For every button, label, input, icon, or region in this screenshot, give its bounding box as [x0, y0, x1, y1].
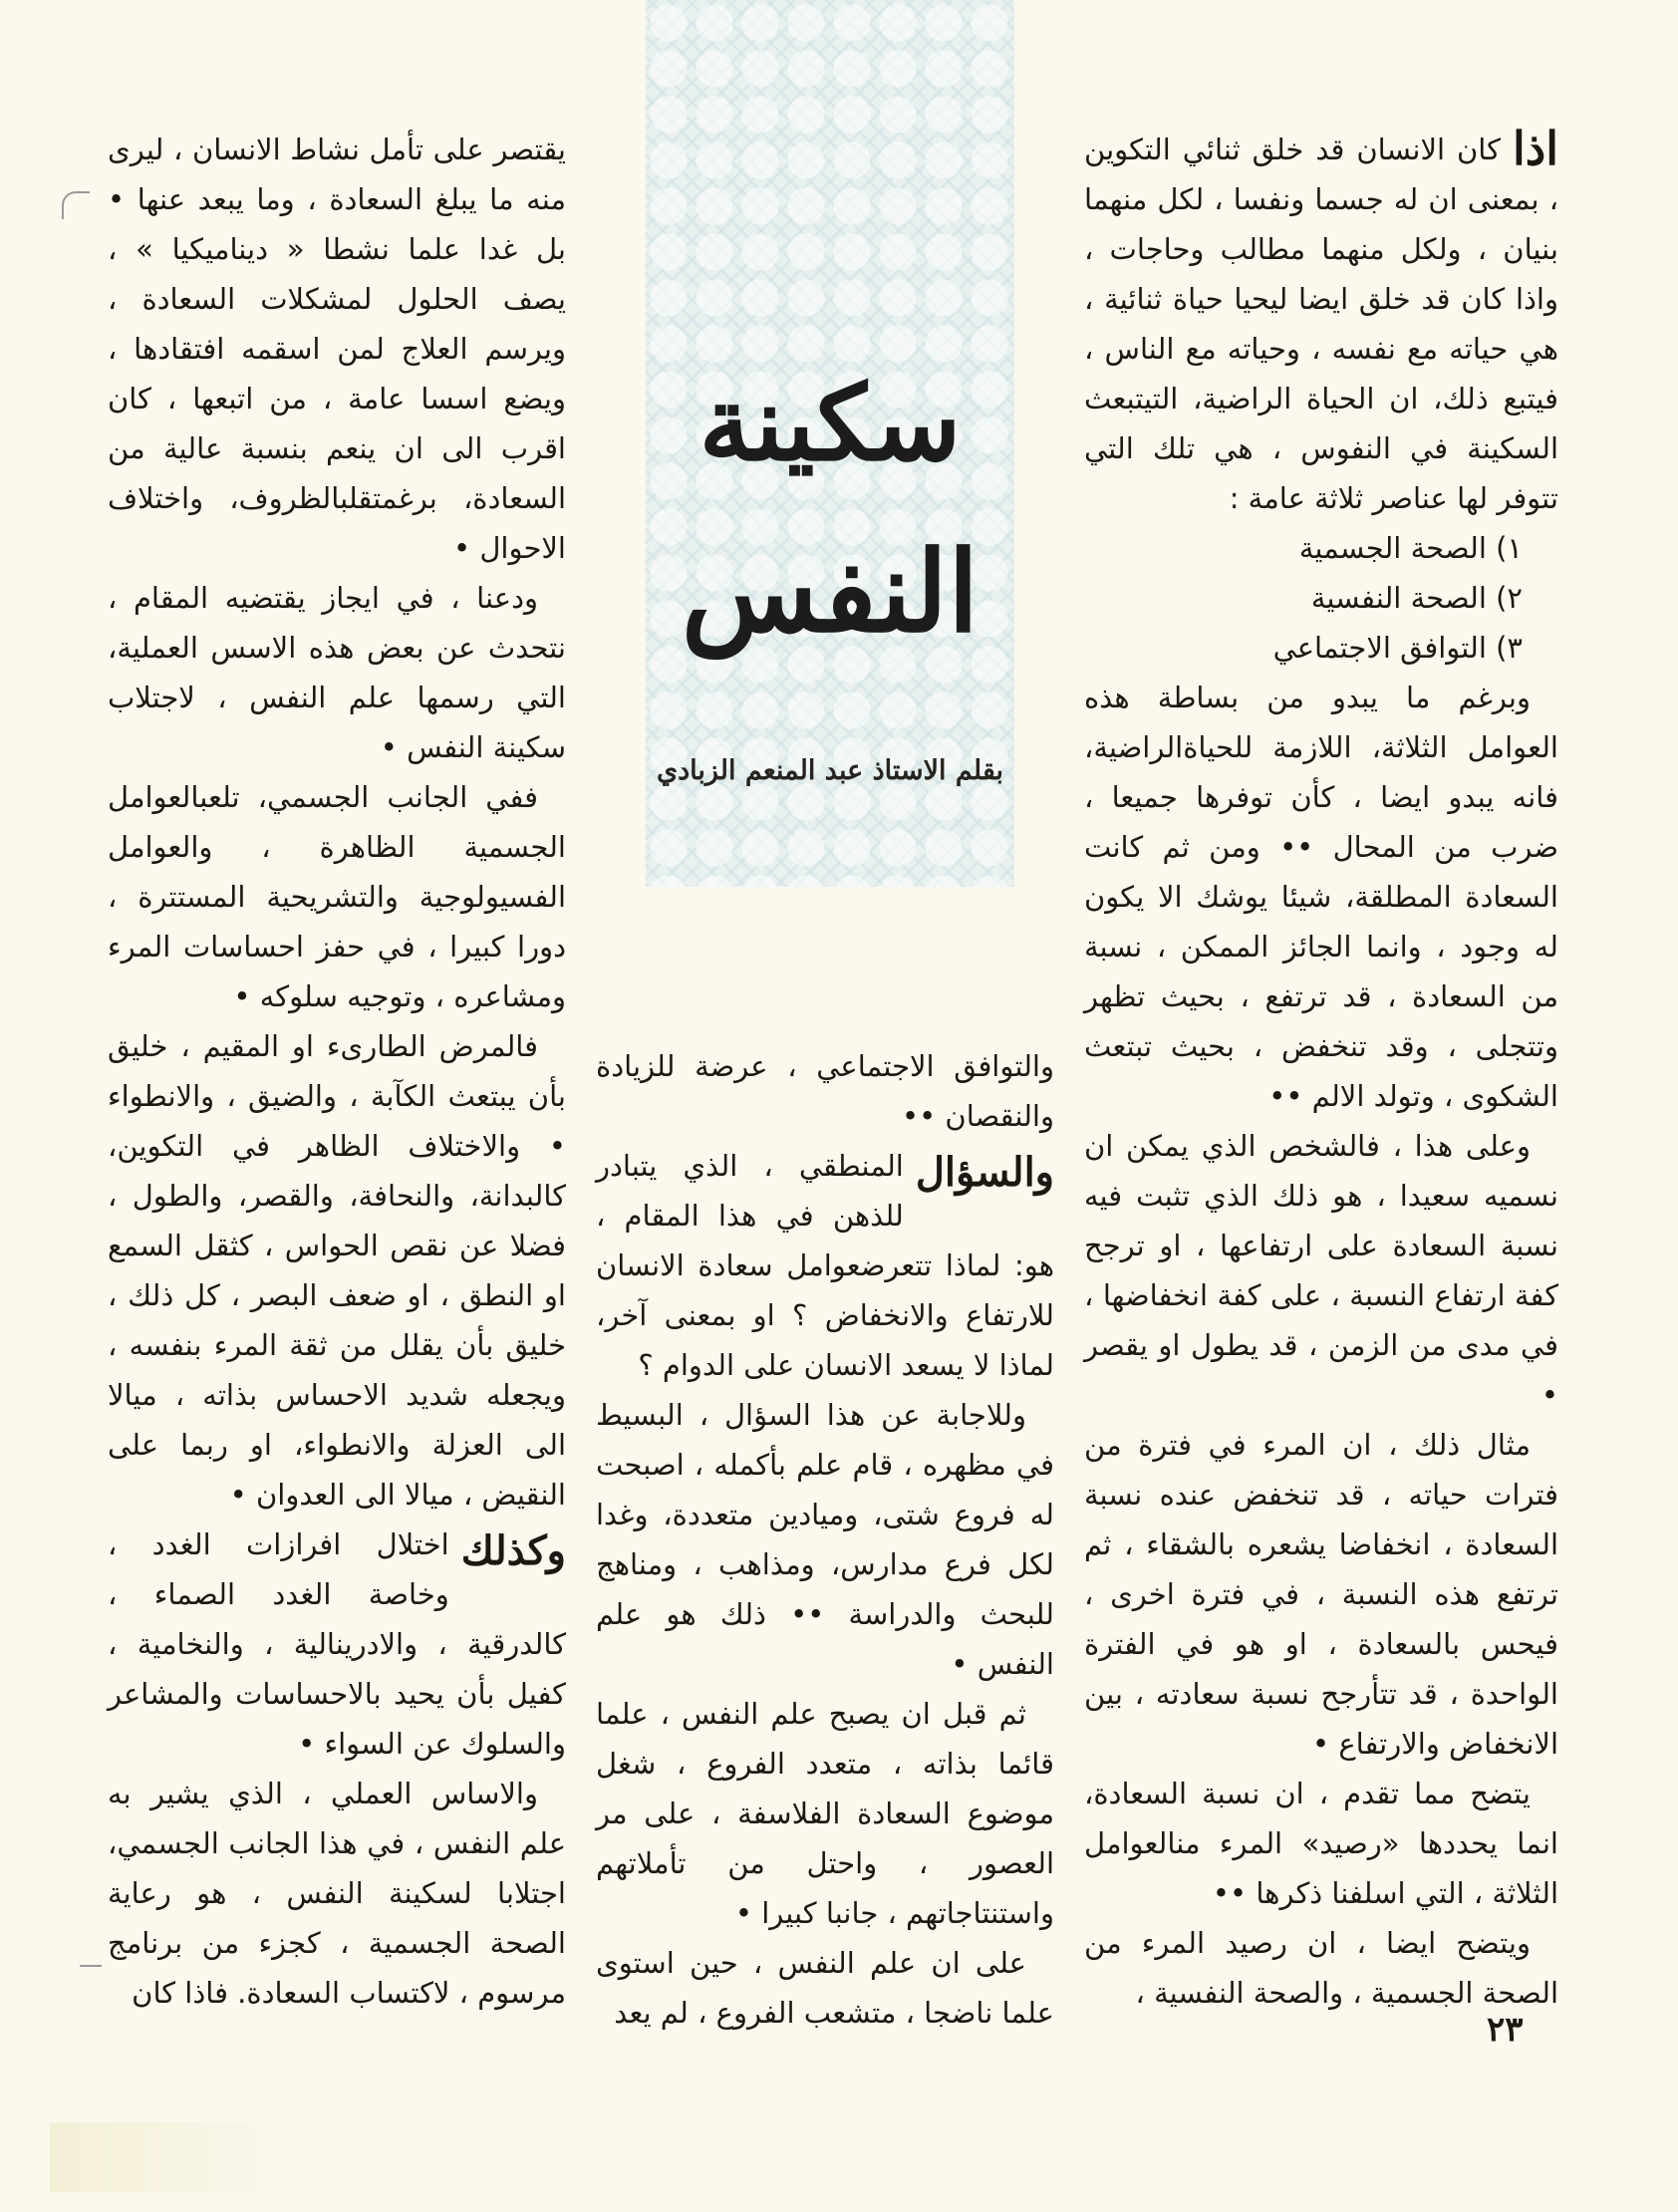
- paragraph: وبرغم ما يبدو من بساطة هذه العوامل الثلاثة، اللازمة للحياةالراضية، فانه يبدو ايضا ، كأن توفرها جميعا ، ضرب من المحال •• ومن ثم كانت السعادة المطلقة، شيئا يوشك الا يكون له وجود ، وانما الجائز الممكن ، نسبة من السعادة ، قد ترتفع ، بحيث تظهر وتتجلى ، وقد تنخفض ، بحيث تبتعث الشكوى ، وتولد الالم ••: [1084, 681, 1558, 1113]
- paragraph: فالمرض الطارىء او المقيم ، خليق بأن يبتعث الكآبة ، والضيق ، والانطواء • والاختلاف الظاهر في التكوين، كالبدانة، والنحافة، والقصر، والطول ، فضلا عن نقص الحواس ، كثقل السمع او النطق ، او ضعف البصر ، كل ذلك ، خليق بأن يقلل من ثقة المرء بنفسه ، ويجعله شديد الاحساس بذاته ، ميالا الى العزلة والانطواء، او ربما على النقيض ، ميالا الى العدوان •: [108, 1029, 566, 1512]
- section-lead-word: وكذلك: [460, 1527, 566, 1574]
- paragraph: [596, 1141, 1054, 1390]
- column-left: [108, 125, 566, 2018]
- list-item: ١) الصحة الجسمية: [1298, 531, 1523, 565]
- list-item: ٣) التوافق الاجتماعي: [1272, 631, 1523, 665]
- title-panel: [646, 0, 1014, 887]
- paragraph: والتوافق الاجتماعي ، عرضة للزيادة والنقصان ••: [596, 1049, 1054, 1133]
- paragraph: [1084, 122, 1558, 523]
- paragraph-text: المنطقي ، الذي يتبادر للذهن في هذا المقام ، هو: لماذا تتعرضعوامل سعادة الانسان للارتفاع والانخفاض ؟ او بمعنى آخر، لماذا لا يسعد الانسان على الدوام ؟: [596, 1149, 1054, 1382]
- drop-cap: اذا: [1512, 122, 1558, 175]
- paper-stain: [50, 2122, 309, 2192]
- paragraph: وللاجابة عن هذا السؤال ، البسيط في مظهره ، قام علم بأكمله ، اصبحت له فروع شتى، وميادين متعددة، وغدا لكل فرع مدارس، ومذاهب ، ومناهج للبحث والدراسة •• ذلك هو علم النفس •: [596, 1398, 1054, 1681]
- paragraph: ودعنا ، في ايجاز يقتضيه المقام ، نتحدث عن بعض هذه الاسس العملية، التي رسمها علم النفس ، لاجتلاب سكينة النفس •: [108, 581, 566, 764]
- paragraph: والاساس العملي ، الذي يشير به علم النفس ، في هذا الجانب الجسمي، اجتلابا لسكينة النفس ، هو رعاية الصحة الجسمية ، كجزء من برنامج مرسوم ، لاكتساب السعادة. فاذا كان: [108, 1777, 566, 2010]
- paragraph: يتضح مما تقدم ، ان نسبة السعادة، انما يحددها «رصيد» المرء منالعوامل الثلاثة ، التي اسلفنا ذكرها ••: [1084, 1777, 1558, 1910]
- author-byline: بقلم الاستاذ عبد المنعم الزبادي: [656, 755, 1004, 786]
- margin-mark: [80, 1965, 102, 1967]
- paragraph-text: اختلال افرازات الغدد ، وخاصة الغدد الصماء ، كالدرقية ، والادرينالية ، والنخامية ، كفيل بأن يحيد بالاحساسات والمشاعر والسلوك عن السواء •: [108, 1527, 566, 1761]
- column-middle: [596, 1041, 1054, 2038]
- paragraph: ثم قبل ان يصبح علم النفس ، علما قائما بذاته ، متعدد الفروع ، شغل موضوع السعادة الفلاسفة ، على مر العصور ، واحتل من تأملاتهم واستنتاجاتهم ، جانبا كبيرا •: [596, 1697, 1054, 1930]
- page-number: ٢٣: [1487, 2010, 1524, 2050]
- section-lead-word: والسؤال: [915, 1149, 1054, 1196]
- paragraph-text: كان الانسان قد خلق ثنائي التكوين ، بمعنى ان له جسما ونفسا ، لكل منهما بنيان ، ولكل منهما مطالب وحاجات ، واذا كان قد خلق ايضا ليحيا حياة ثنائية ، هي حياته مع نفسه ، وحياته مع الناس ، فيتبع ذلك، ان الحياة الراضية، التيتبعث السكينة في النفوس ، هي تلك التي تتوفر لها عناصر ثلاثة عامة :: [1084, 133, 1558, 515]
- paragraph: يقتصر على تأمل نشاط الانسان ، ليرى منه ما يبلغ السعادة ، وما يبعد عنها • بل غدا علما نشطا « ديناميكيا » ، يصف الحلول لمشكلات السعادة ، ويرسم العلاج لمن اسقمه افتقادها ، ويضع اسسا عامة ، من اتبعها ، كان اقرب الى ان ينعم بنسبة عالية من السعادة، برغمتقلبالظروف، واختلاف الاحوال •: [108, 133, 566, 565]
- paragraph: ففي الجانب الجسمي، تلعبالعوامل الجسمية الظاهرة ، والعوامل الفسيولوجية والتشريحية المستترة ، دورا كبيرا ، في حفز احساسات المرء ومشاعره ، وتوجيه سلوكه •: [108, 780, 566, 1013]
- paragraph: ويتضح ايضا ، ان رصيد المرء من الصحة الجسمية ، والصحة النفسية ،: [1084, 1926, 1558, 2010]
- paragraph: مثال ذلك ، ان المرء في فترة من فترات حياته ، قد تنخفض عنده نسبة السعادة ، انخفاضا يشعره بالشقاء ، ثم ترتفع هذه النسبة ، في فترة اخرى ، فيحس بالسعادة ، او هو في الفترة الواحدة ، قد تتأرجح نسبة سعادته ، بين الانخفاض والارتفاع •: [1084, 1428, 1558, 1761]
- list-item: ٢) الصحة النفسية: [1310, 581, 1523, 615]
- margin-mark: [62, 191, 90, 219]
- column-right: [1084, 122, 1558, 2018]
- paragraph: على ان علم النفس ، حين استوى علما ناضجا ، متشعب الفروع ، لم يعد: [596, 1946, 1054, 2030]
- paragraph: وعلى هذا ، فالشخص الذي يمكن ان نسميه سعيدا ، هو ذلك الذي تثبت فيه نسبة السعادة على ارتفاعها ، او ترجح كفة ارتفاع النسبة ، على كفة انخفاضها ، في مدى من الزمن ، قد يطول او يقصر •: [1084, 1129, 1558, 1412]
- paragraph: [108, 1520, 566, 1769]
- article-title-line-2: النفس: [681, 527, 979, 658]
- article-title-line-1: سكينة: [699, 362, 962, 484]
